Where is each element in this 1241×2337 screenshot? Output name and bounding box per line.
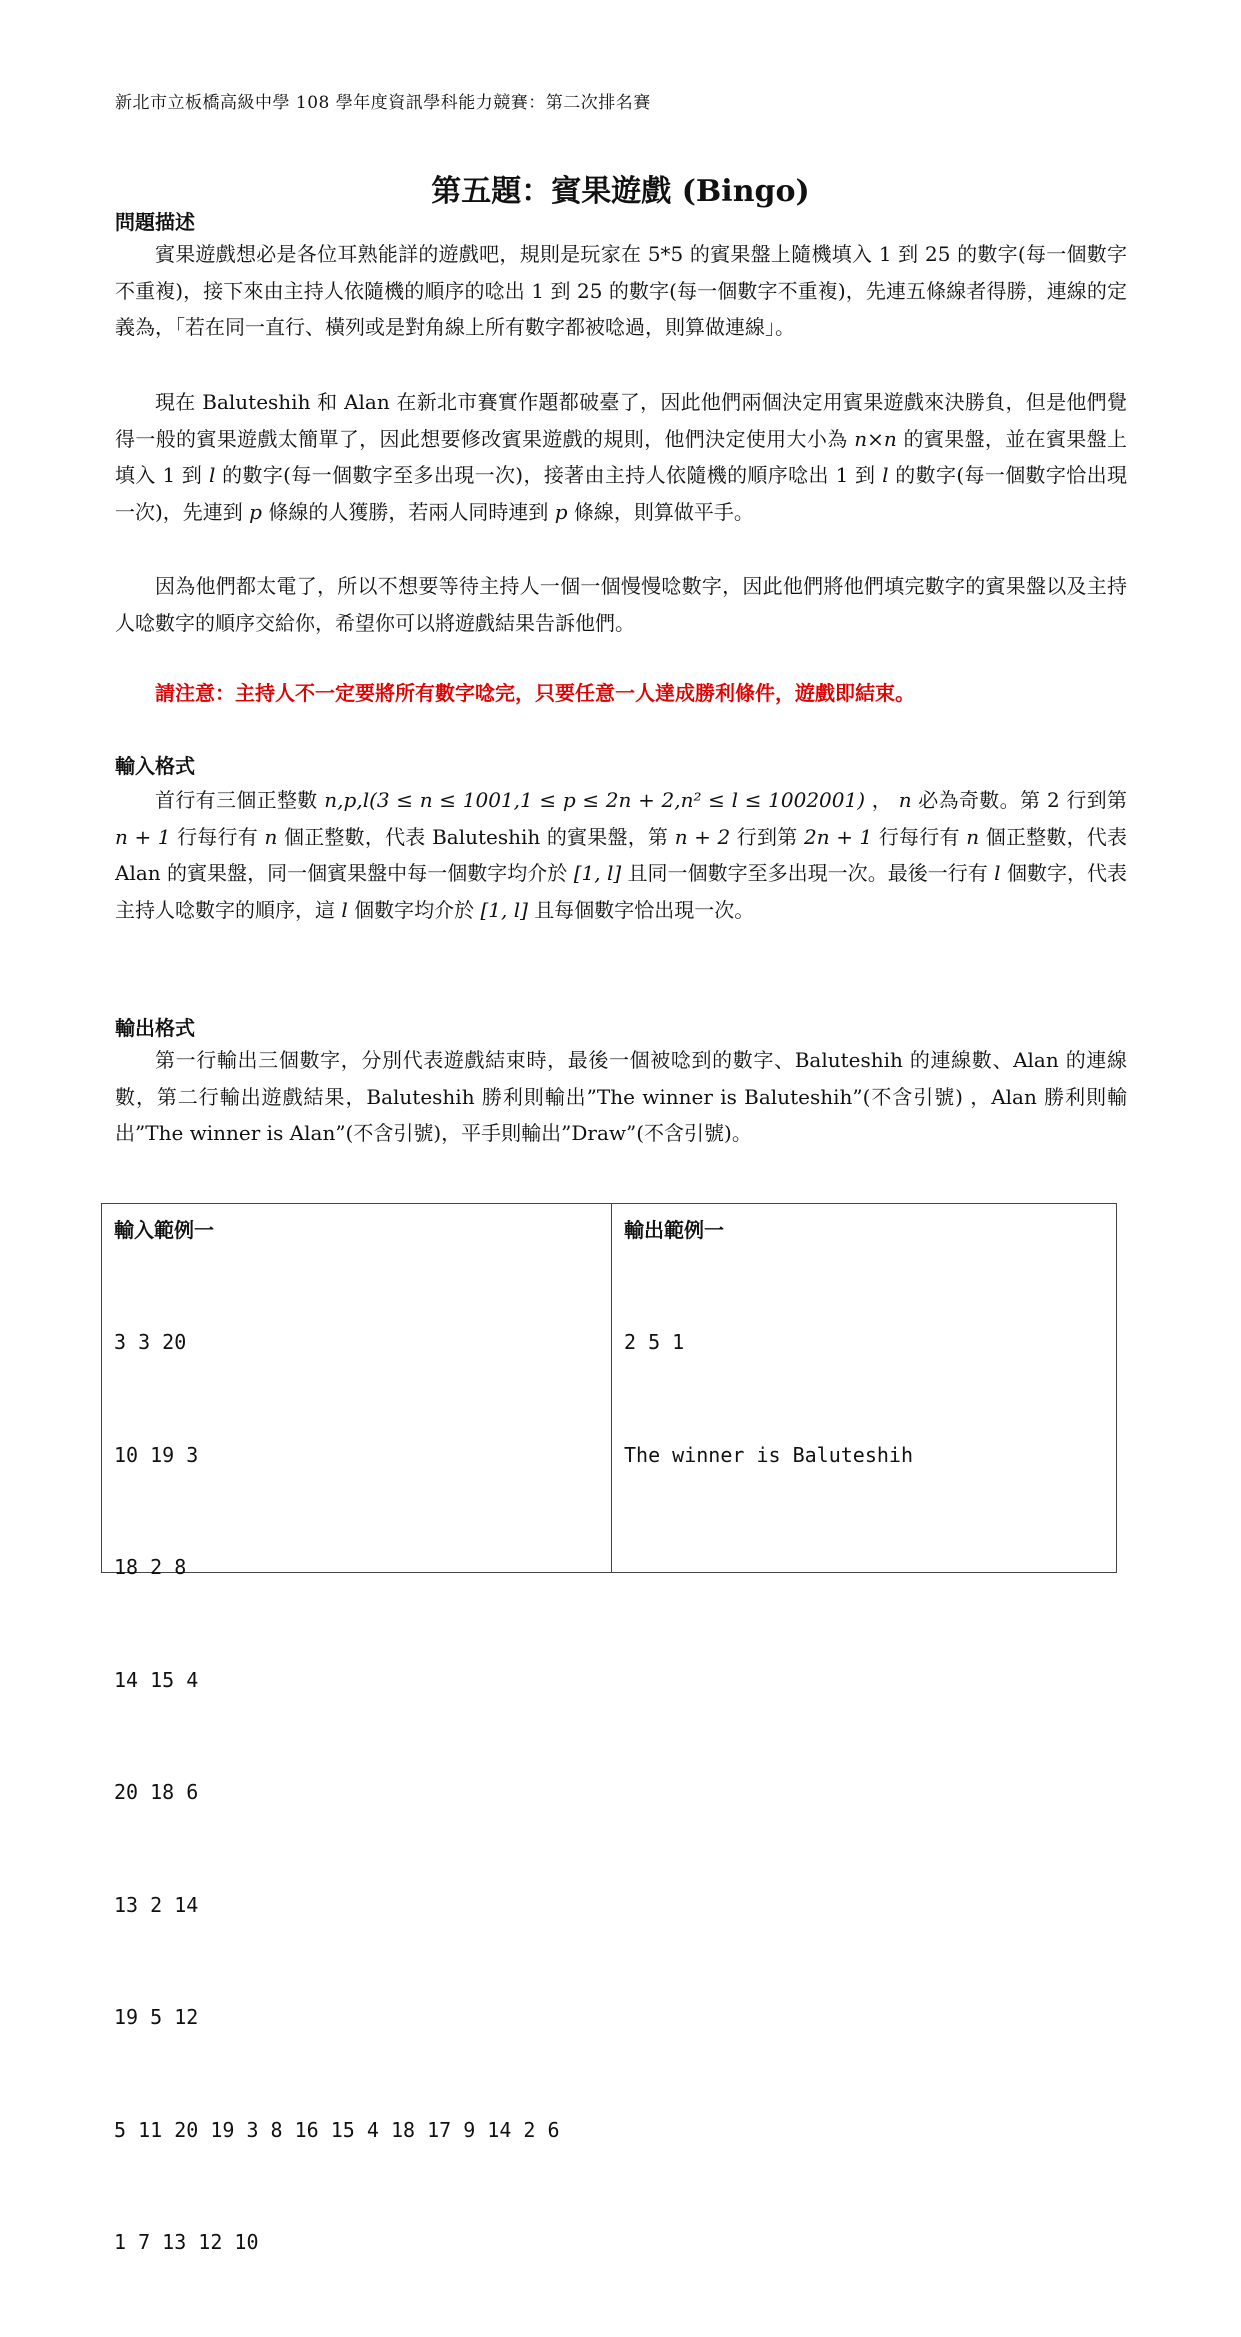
description-paragraph-2: 現在 Baluteshih 和 Alan 在新北市賽實作題都破臺了，因此他們兩個決定用賓果遊戲來決勝負，但是他們覺得一般的賓果遊戲太簡單了，因此想要修改賓果遊戲的規則，他們決定使用大小為 n×n 的賓果盤，並在賓果盤上填入 1 到 l 的數字(每一個數字至多出現一次)，接著由主持人依隨機的順序唸出 1 到 l 的數字(每一個數字恰出現一次)，先連到 p 條線的人獲勝，若兩人同時連到 p 條線，則算做平手。 xyxy=(115,390,1128,524)
math-l: l xyxy=(208,463,216,487)
math-l: l xyxy=(882,463,889,487)
sample-input-line: 19 5 12 xyxy=(114,2005,199,2029)
sample-input-column xyxy=(102,1204,612,2254)
sample-input-line: 18 2 8 xyxy=(114,1555,187,1579)
math-n: n xyxy=(898,788,912,812)
description-paragraph-3: 因為他們都太電了，所以不想要等待主持人一個一個慢慢唸數字，因此他們將他們填完數字的賓果盤以及主持人唸數字的順序交給你，希望你可以將遊戲結果告訴他們。 xyxy=(115,574,1127,635)
math-range: [1, l] xyxy=(480,897,528,922)
sample-input-line: 1 7 13 12 10 xyxy=(114,2230,259,2254)
sample-output-line: 2 5 1 xyxy=(624,1330,685,1354)
math-n: n xyxy=(966,824,980,849)
math-n-by-n: n×n xyxy=(854,426,897,451)
input-heading: 輸入格式 xyxy=(115,754,195,778)
input-paragraph: 首行有三個正整數 n,p,l(3 ≤ n ≤ 1001,1 ≤ p ≤ 2n + 2,n² ≤ l ≤ 1002001) ， n 必為奇數。第 2 行到第 n + 1 行每行有 n 個正整數，代表 Baluteshih 的賓果盤，第 n + 2 行到第 2n + 1 行每行有 n 個正整數，代表 Alan 的賓果盤，同一個賓果盤中每一個數字均介於 [1, l] 且同一個數字至多出現一次。最後一行有 l 個數字，代表主持人唸數字的順序，這 l 個數字均介於 [1, l] 且每個數字恰出現一次。 xyxy=(115,788,1128,922)
math-n-plus-1: n + 1 xyxy=(115,824,171,849)
output-heading: 輸出格式 xyxy=(115,1016,195,1040)
math-p: p xyxy=(249,499,262,524)
sample-table xyxy=(101,1203,1117,2254)
math-p: p xyxy=(554,499,568,524)
sample-output-code xyxy=(624,1249,1104,1549)
math-n: n xyxy=(264,824,278,849)
sample-input-line: 14 15 4 xyxy=(114,1667,199,1692)
math-l: l xyxy=(994,861,1001,885)
sample-input-line: 5 11 20 19 3 8 16 15 4 18 17 9 14 2 6 xyxy=(114,2117,560,2142)
sample-input-line: 13 2 14 xyxy=(114,1892,199,1917)
page-header: 新北市立板橋高級中學 108 學年度資訊學科能力競賽：第二次排名賽 xyxy=(115,93,651,113)
math-range: [1, l] xyxy=(573,861,622,885)
description-heading: 問題描述 xyxy=(115,210,195,234)
math-constraints: n,p,l(3 ≤ n ≤ 1001,1 ≤ p ≤ 2n + 2,n² ≤ l ≤ 1002001) xyxy=(324,788,866,812)
sample-output-column xyxy=(612,1204,1116,1572)
sample-input-line: 3 3 20 xyxy=(114,1330,187,1354)
math-n-plus-2: n + 2 xyxy=(674,824,731,849)
sample-input-code xyxy=(114,1249,599,2337)
description-paragraph-1: 賓果遊戲想必是各位耳熟能詳的遊戲吧，規則是玩家在 5*5 的賓果盤上隨機填入 1 到 25 的數字(每一個數字不重複)，接下來由主持人依隨機的順序的唸出 1 到 25 的數字(每一個數字不重複)，先連五條線者得勝，連線的定義為，「若在同一直行、橫列或是對角線上所有數字都被唸過，則算做連線」。 xyxy=(115,242,1127,339)
sample-output-title: 輸出範例一 xyxy=(624,1218,724,1242)
sample-input-line: 10 19 3 xyxy=(114,1442,199,1467)
problem-title: 第五題：賓果遊戲 (Bingo) xyxy=(431,174,810,209)
sample-output-line: The winner is Baluteshih xyxy=(624,1442,913,1467)
math-l: l xyxy=(341,897,348,922)
sample-input-line: 20 18 6 xyxy=(114,1780,199,1804)
math-2n-plus-1: 2n + 1 xyxy=(804,824,873,849)
warning-note: 請注意：主持人不一定要將所有數字唸完，只要任意一人達成勝利條件，遊戲即結束。 xyxy=(155,681,915,705)
sample-input-title: 輸入範例一 xyxy=(114,1218,214,1242)
output-paragraph: 第一行輸出三個數字，分別代表遊戲結束時，最後一個被唸到的數字、Baluteshih 的連線數、Alan 的連線數，第二行輸出遊戲結果，Baluteshih 勝利則輸出”The winner is Baluteshih”(不含引號) ，Alan 勝利則輸出”The winner is Alan”(不含引號)，平手則輸出”Draw”(不含引號)。 xyxy=(115,1048,1127,1145)
